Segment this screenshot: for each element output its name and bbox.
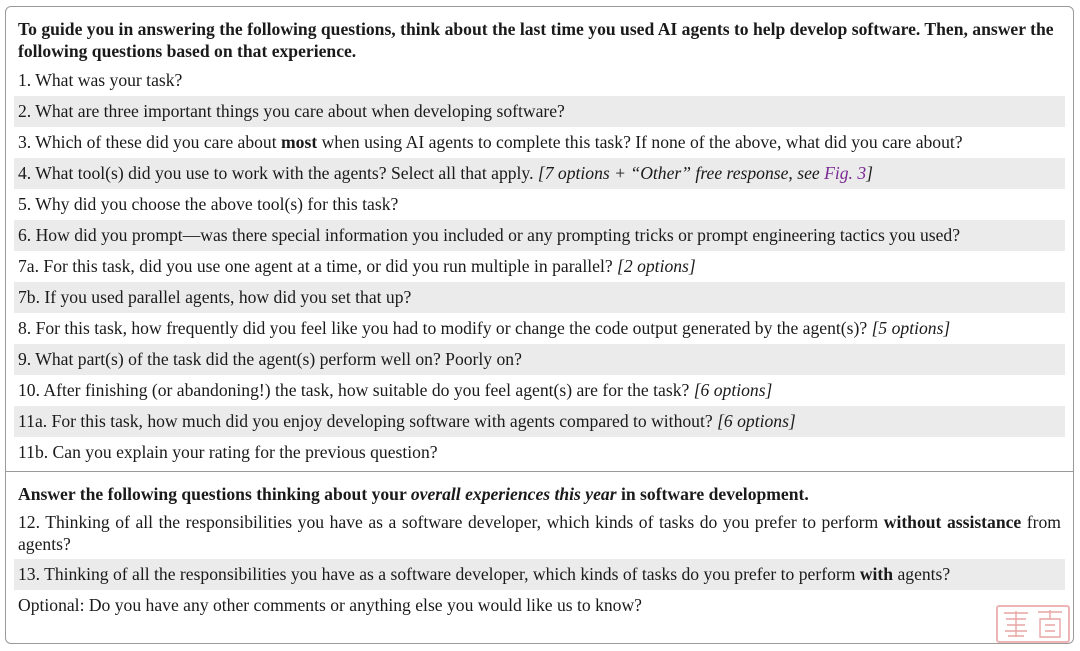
question-2: 2. What are three important things you care about when developing software? bbox=[14, 96, 1065, 127]
question-13-text-end: agents? bbox=[893, 564, 951, 584]
section-heading-overall bbox=[14, 482, 1065, 508]
question-11b: 11b. Can you explain your rating for the previous question? bbox=[18, 442, 438, 462]
question-13 bbox=[14, 559, 1065, 590]
question-7a-text: 7a. For this task, did you use one agent at a time, or did you run multiple in parallel? bbox=[18, 256, 618, 276]
question-3-text: 3. Which of these did you care about bbox=[18, 132, 282, 152]
question-7a-note: [2 options] bbox=[617, 256, 696, 276]
question-3-text-end: when using AI agents to complete this task? If none of the above, what did you care about? bbox=[317, 132, 963, 152]
section-heading-overall-text-end: in software development. bbox=[616, 484, 809, 504]
question-5: 5. Why did you choose the above tool(s) for this task? bbox=[18, 194, 399, 214]
question-6: 6. How did you prompt—was there special information you included or any prompting tricks or prompt engineering tactics you used? bbox=[14, 220, 1065, 251]
question-11a-text: 11a. For this task, how much did you enjoy developing software with agents compared to without? bbox=[18, 411, 718, 431]
section-divider bbox=[6, 471, 1073, 472]
question-13-text: 13. Thinking of all the responsibilities you have as a software developer, which kinds of tasks do you prefer to perform bbox=[18, 564, 860, 584]
question-4-text: 4. What tool(s) did you use to work with the agents? Select all that apply. bbox=[18, 163, 538, 183]
question-9: 9. What part(s) of the task did the agent(s) perform well on? Poorly on? bbox=[14, 344, 1065, 375]
section-overall-experience bbox=[6, 482, 1073, 621]
question-10-text: 10. After finishing (or abandoning!) the task, how suitable do you feel agent(s) are for the task? bbox=[18, 380, 694, 400]
question-1: 1. What was your task? bbox=[18, 70, 183, 90]
question-13-emphasis: with bbox=[859, 564, 894, 584]
section-last-task bbox=[6, 7, 1073, 468]
question-4-note: [7 options + “Other” free response, see bbox=[537, 163, 825, 183]
question-7a bbox=[14, 251, 1065, 282]
question-8-text: 8. For this task, how frequently did you feel like you had to modify or change the code output generated by the agent(s)? bbox=[18, 318, 872, 338]
question-4 bbox=[14, 158, 1065, 189]
section-heading-overall-emphasis: overall experiences this year bbox=[410, 484, 617, 504]
section-heading-overall-text: Answer the following questions thinking about your bbox=[18, 484, 411, 504]
question-12-text-end: from agents? bbox=[18, 512, 1061, 554]
question-12-emphasis: without assistance bbox=[883, 512, 1022, 532]
question-8-note: [5 options] bbox=[871, 318, 951, 338]
question-4-note-end: ] bbox=[866, 163, 873, 183]
figure-3-link[interactable]: Fig. 3 bbox=[824, 163, 867, 183]
question-7b: 7b. If you used parallel agents, how did you set that up? bbox=[14, 282, 1065, 313]
question-11a-note: [6 options] bbox=[717, 411, 796, 431]
question-10-note: [6 options] bbox=[693, 380, 773, 400]
question-3 bbox=[14, 127, 1065, 158]
survey-questions-box bbox=[5, 6, 1074, 644]
question-12 bbox=[14, 508, 1065, 559]
question-10 bbox=[14, 375, 1065, 406]
section-heading-last-task: To guide you in answering the following questions, think about the last time you used AI agents to help develop software. Then, answer the following questions based on that experience. bbox=[18, 19, 1054, 61]
question-8 bbox=[14, 313, 1065, 344]
optional-question: Optional: Do you have any other comments or anything else you would like us to know? bbox=[18, 595, 642, 615]
question-11a bbox=[14, 406, 1065, 437]
question-3-emphasis: most bbox=[281, 132, 318, 152]
question-12-text: 12. Thinking of all the responsibilities you have as a software developer, which kinds of tasks do you prefer to perform bbox=[18, 512, 884, 532]
watermark-stamp-icon bbox=[996, 605, 1070, 643]
